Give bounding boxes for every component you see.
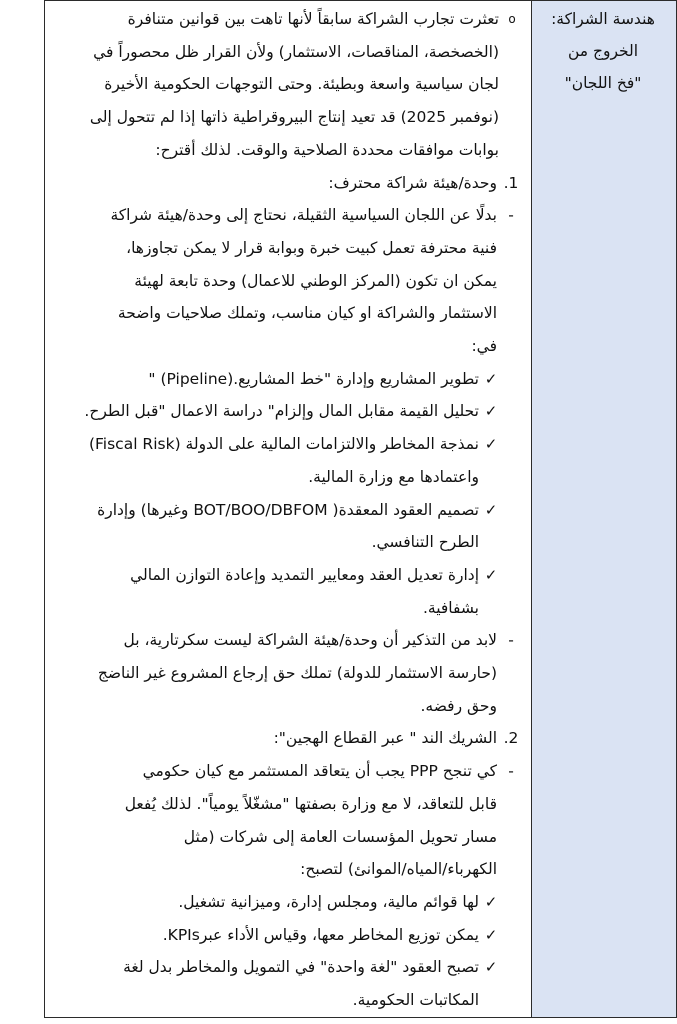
- list-item-line: إدارة تعديل العقد ومعايير التمديد وإعادة التوازن المالي: [130, 565, 479, 584]
- section-title: الشريك الند " عبر القطاع الهجين":: [273, 729, 497, 748]
- section-1-dash-paragraph: [49, 199, 525, 363]
- paragraph-line: الكهرباء/المياه/الموانئ) لتصبح:: [300, 860, 497, 879]
- paragraph-line: بدلًا عن اللجان السياسية الثقيلة، نحتاج إلى وحدة/هيئة شراكة: [110, 206, 497, 225]
- paragraph-line: (حارسة الاستثمار للدولة) تملك حق إرجاع المشروع غير الناضج: [97, 664, 497, 683]
- check-list-item: [49, 395, 503, 428]
- section-label-line: الخروج من: [567, 42, 639, 60]
- content-table: [44, 0, 677, 1018]
- check-list-item: [49, 559, 503, 624]
- checkmark-icon: ✓: [484, 892, 498, 911]
- check-list-item: [49, 951, 503, 1016]
- checkmark-icon: ✓: [484, 958, 498, 977]
- check-list-item: [49, 886, 503, 919]
- section-number: 2.: [503, 729, 519, 748]
- checkmark-icon: ✓: [484, 435, 498, 454]
- checkmark-icon: ✓: [484, 402, 498, 421]
- list-item-line: تصميم العقود المعقدة( BOT/BOO/DBFOM وغيرها) وإدارة: [97, 500, 479, 519]
- dash-bullet-icon: -: [508, 762, 514, 781]
- list-item-line: بشفافية.: [422, 598, 479, 617]
- list-item-line: تطوير المشاريع وإدارة "خط المشاريع.(Pipeline) ": [148, 369, 479, 388]
- section-2-heading: [49, 722, 525, 755]
- check-list-item: [49, 428, 503, 493]
- list-item-line: لها قوائم مالية، ومجلس إدارة، وميزانية تشغيل.: [178, 892, 479, 911]
- intro-line: (نوفمبر 2025) قد تعيد إنتاج البيروقراطية ذاتها إذا لم تتحول إلى: [89, 108, 499, 127]
- list-item-line: تصبح العقود "لغة واحدة" في التمويل والمخاطر بدل لغة: [123, 958, 479, 977]
- dash-bullet-icon: -: [508, 631, 514, 650]
- check-list-item: [49, 919, 503, 952]
- label-cell: [532, 1, 677, 1018]
- checkmark-icon: ✓: [484, 369, 498, 388]
- checkmark-icon: ✓: [484, 500, 498, 519]
- paragraph-line: كي تنجح PPP يجب أن يتعاقد المستثمر مع كيان حكومي: [142, 762, 497, 781]
- paragraph-line: في:: [471, 337, 497, 356]
- paragraph-line: قابل للتعاقد، لا مع وزارة بصفتها "مشغّلاً يومياً". لذلك يُفعل: [124, 794, 497, 813]
- list-item-line: تحليل القيمة مقابل المال وإلزام" دراسة الاعمال "قبل الطرح.: [84, 402, 479, 421]
- table-row: [45, 1, 677, 1018]
- section-title: وحدة/هيئة شراكة محترف:: [328, 173, 497, 192]
- checkmark-icon: ✓: [484, 565, 498, 584]
- section-1-dash-paragraph: [49, 624, 525, 722]
- paragraph-line: مسار تحويل المؤسسات العامة إلى شركات (مثل: [183, 827, 497, 846]
- paragraph-line: يمكن ان تكون (المركز الوطني للاعمال) وحدة تابعة لهيئة: [134, 271, 497, 290]
- paragraph-line: وحق رفضه.: [420, 696, 497, 715]
- section-2-dash-paragraph: [49, 755, 525, 886]
- section-1-heading: [49, 167, 525, 200]
- check-list-item: [49, 363, 503, 396]
- section-label-line: هندسة الشراكة:: [551, 10, 655, 28]
- circle-bullet-icon: o: [508, 12, 516, 26]
- section-label-line: "فخ اللجان": [564, 74, 642, 92]
- list-item-line: نمذجة المخاطر والالتزامات المالية على الدولة (Fiscal Risk): [88, 435, 479, 454]
- intro-line: (الخصخصة، المناقصات، الاستثمار) ولأن القرار ظل محصوراً في: [93, 42, 499, 61]
- intro-line: لجان سياسية واسعة وبطيئة. وحتى التوجهات الحكومية الأخيرة: [104, 75, 499, 94]
- body-content: [45, 1, 531, 1017]
- intro-line: تعثرت تجارب الشراكة سابقاً لأنها تاهت بين قوانين متنافرة: [127, 10, 499, 28]
- checkmark-icon: ✓: [484, 925, 498, 944]
- body-cell: [45, 1, 532, 1018]
- intro-paragraph: [49, 3, 525, 167]
- paragraph-line: لابد من التذكير أن وحدة/هيئة الشراكة ليست سكرتارية، بل: [123, 631, 497, 650]
- list-item-line: الطرح التنافسي.: [371, 533, 479, 552]
- list-item-line: المكاتبات الحكومية.: [352, 991, 479, 1010]
- paragraph-line: الاستثمار والشراكة او كيان مناسب، وتملك صلاحيات واضحة: [117, 304, 497, 323]
- check-list-item: [49, 494, 503, 559]
- list-item-line: يمكن توزيع المخاطر معها، وقياس الأداء عبرKPIs.: [162, 925, 479, 944]
- paragraph-line: فنية محترفة تعمل كبيت خبرة وبوابة قرار لا يمكن تجاوزها،: [126, 238, 497, 257]
- dash-bullet-icon: -: [508, 206, 514, 225]
- intro-line: بوابات موافقات محددة الصلاحية والوقت. لذلك أقترح:: [155, 140, 499, 159]
- list-item-line: واعتمادها مع وزارة المالية.: [308, 467, 479, 486]
- section-label: [532, 1, 676, 99]
- section-number: 1.: [503, 173, 519, 192]
